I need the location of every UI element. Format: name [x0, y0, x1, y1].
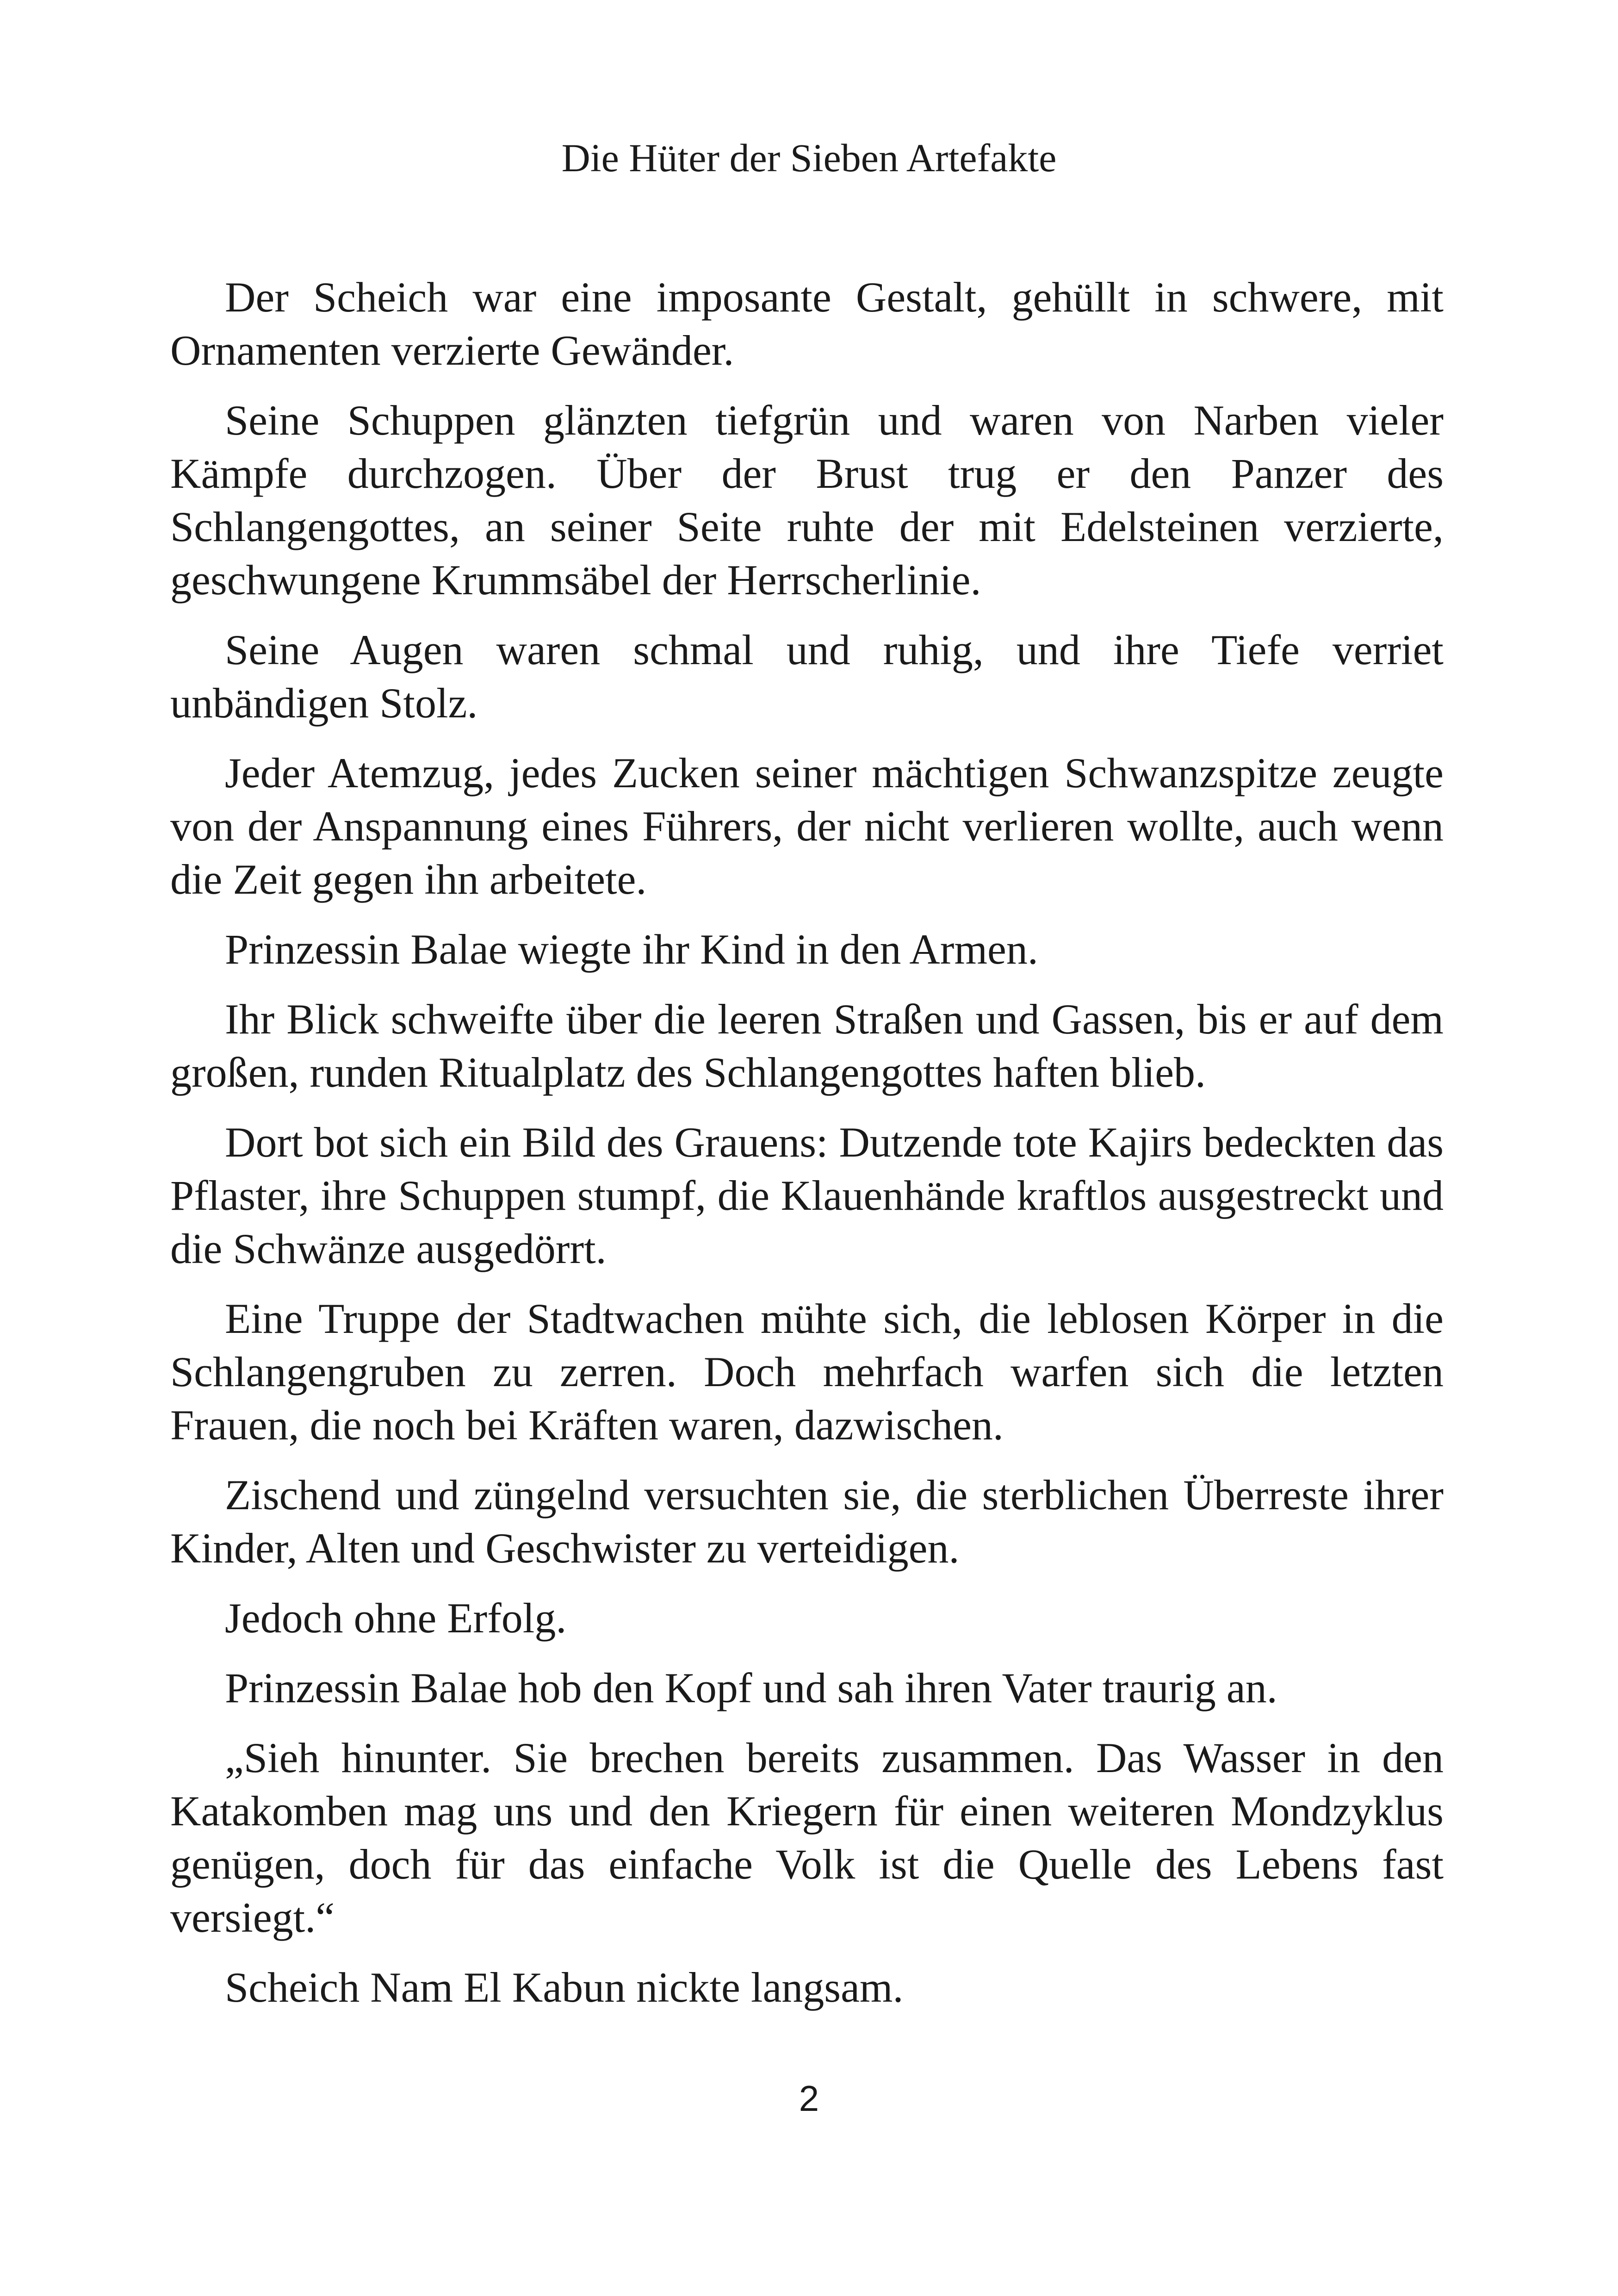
page-number: 2	[799, 2078, 819, 2119]
paragraph: Seine Augen waren schmal und ruhig, und ihre Tiefe verriet unbändigen Stolz.	[170, 626, 1444, 727]
paragraph: Dort bot sich ein Bild des Grauens: Dutzende tote Kajirs bedeckten das Pflaster, ihre Schuppen stumpf, die Klauenhände kraftlos ausgestreckt und die Schwänze ausgedörrt.	[170, 1119, 1444, 1272]
paragraph: Der Scheich war eine imposante Gestalt, gehüllt in schwere, mit Ornamenten verzierte Gewänder.	[170, 274, 1444, 374]
paragraph: Scheich Nam El Kabun nickte langsam.	[225, 1964, 904, 2011]
paragraph: Ihr Blick schweifte über die leeren Straßen und Gassen, bis er auf dem großen, runden Ritualplatz des Schlangengottes haften blieb.	[170, 996, 1444, 1096]
paragraph: Prinzessin Balae wiegte ihr Kind in den Armen.	[225, 926, 1038, 973]
body-text	[170, 271, 1444, 2031]
paragraph: Jedoch ohne Erfolg.	[225, 1594, 567, 1642]
paragraph: „Sieh hinunter. Sie brechen bereits zusammen. Das Wasser in den Katakomben mag uns und den Kriegern für einen weiteren Mondzyklus genügen, doch für das einfache Volk ist die Quelle des Lebens fast versiegt.“	[170, 1734, 1444, 1941]
paragraph: Jeder Atemzug, jedes Zucken seiner mächtigen Schwanzspitze zeugte von der Anspannung eines Führers, der nicht verlieren wollte, auch wenn die Zeit gegen ihn arbeitete.	[170, 749, 1444, 903]
paragraph: Prinzessin Balae hob den Kopf und sah ihren Vater traurig an.	[225, 1664, 1277, 1711]
running-header: Die Hüter der Sieben Artefakte	[561, 136, 1057, 180]
paragraph: Zischend und züngelnd versuchten sie, die sterblichen Überreste ihrer Kinder, Alten und Geschwister zu verteidigen.	[170, 1471, 1444, 1572]
paragraph: Eine Truppe der Stadtwachen mühte sich, die leblosen Körper in die Schlangengruben zu zerren. Doch mehrfach warfen sich die letzten Frauen, die noch bei Kräften waren, dazwischen.	[170, 1295, 1444, 1449]
paragraph: Seine Schuppen glänzten tiefgrün und waren von Narben vieler Kämpfe durchzogen. Über der Brust trug er den Panzer des Schlangengottes, an seiner Seite ruhte der mit Edelsteinen verzierte, geschwungene Krummsäbel der Herrscherlinie.	[170, 397, 1444, 604]
